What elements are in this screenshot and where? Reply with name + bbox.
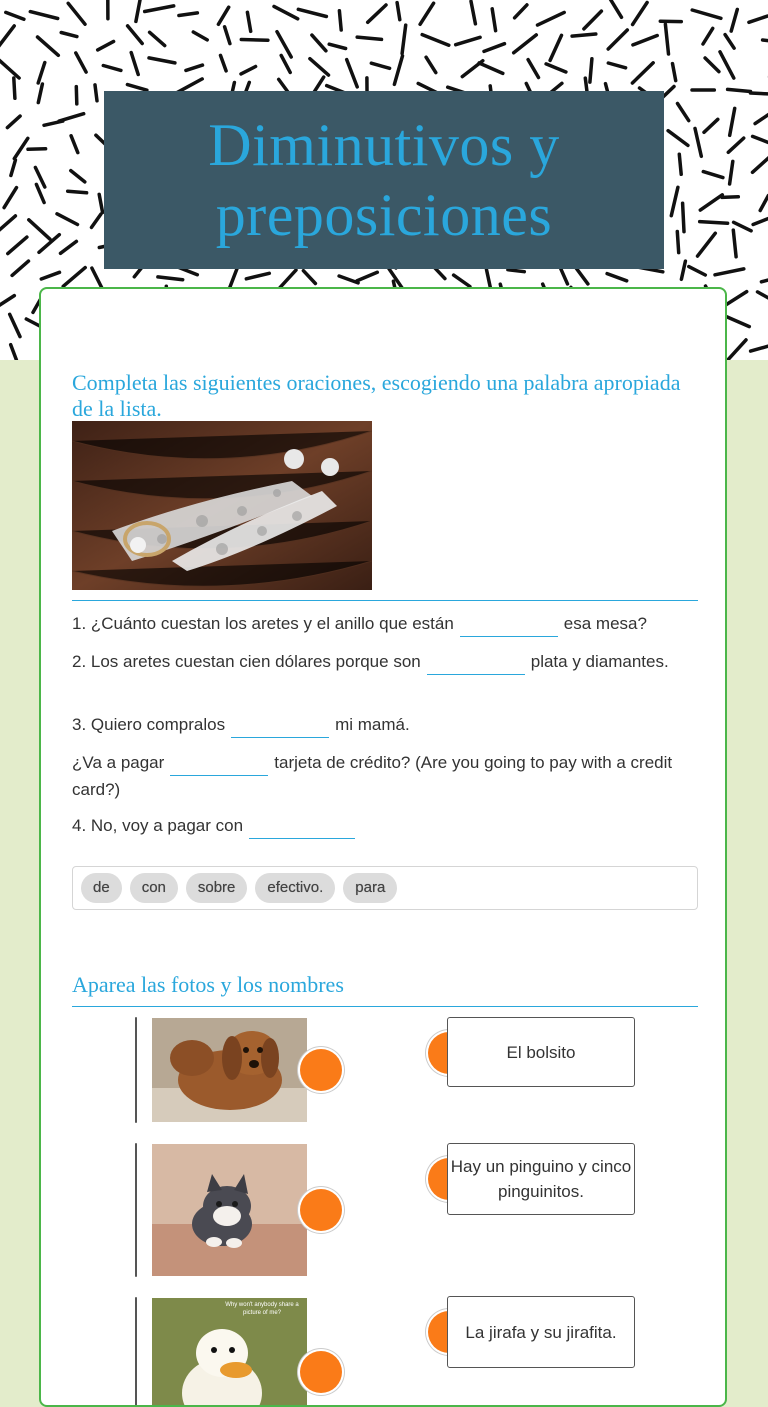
sentence-2-after: plata y diamantes. bbox=[531, 652, 669, 671]
pattern-dash bbox=[751, 343, 768, 351]
pattern-dash bbox=[63, 268, 85, 287]
blank-1[interactable] bbox=[460, 616, 558, 637]
pattern-dash bbox=[734, 222, 752, 231]
duckling-image bbox=[152, 1298, 307, 1407]
pattern-dash bbox=[753, 215, 768, 225]
pattern-dash bbox=[528, 60, 538, 78]
earrings-image bbox=[72, 421, 372, 590]
pattern-dash bbox=[607, 274, 627, 281]
pattern-dash bbox=[731, 9, 737, 31]
title-banner bbox=[104, 91, 664, 269]
match-dot-left-2[interactable] bbox=[300, 1189, 342, 1231]
pattern-dash bbox=[761, 275, 768, 282]
pattern-dash bbox=[584, 11, 602, 29]
pattern-dash bbox=[59, 114, 84, 121]
pattern-dash bbox=[357, 37, 381, 39]
pattern-dash bbox=[508, 270, 524, 272]
sentence-2-before: 2. Los aretes cuestan cien dólares porque son bbox=[72, 652, 421, 671]
pattern-dash bbox=[145, 6, 174, 12]
pattern-dash bbox=[11, 160, 16, 175]
sentence-3 bbox=[72, 711, 698, 738]
pattern-dash bbox=[700, 195, 722, 210]
pattern-dash bbox=[76, 53, 86, 72]
sentence-4 bbox=[72, 749, 698, 803]
kitten-image bbox=[152, 1144, 307, 1276]
pattern-dash bbox=[10, 314, 20, 336]
pattern-dash bbox=[679, 154, 681, 174]
match-name-1-label: El bolsito bbox=[507, 1040, 576, 1065]
sentence-3-after: mi mamá. bbox=[335, 715, 410, 734]
section2-divider bbox=[72, 1006, 698, 1007]
pattern-dash bbox=[193, 32, 207, 40]
pattern-dash bbox=[241, 40, 268, 41]
pattern-dash bbox=[760, 196, 768, 211]
pattern-dash bbox=[730, 161, 733, 184]
pattern-dash bbox=[12, 261, 28, 275]
pattern-dash bbox=[681, 261, 685, 279]
match-name-2-label: Hay un pinguino y cinco pinguinitos. bbox=[448, 1154, 634, 1204]
pattern-dash bbox=[61, 241, 77, 253]
pattern-dash bbox=[751, 93, 768, 94]
pattern-dash bbox=[733, 230, 736, 257]
section1-instruction: Completa las siguientes oraciones, escogiendo una palabra apropiada de la lista. bbox=[72, 370, 698, 422]
pattern-dash bbox=[14, 78, 15, 98]
sentence-1-before: 1. ¿Cuánto cuestan los aretes y el anillo que están bbox=[72, 614, 454, 633]
pattern-dash bbox=[30, 12, 57, 19]
pattern-dash bbox=[103, 66, 121, 71]
word-chip-efectivo[interactable]: efectivo. bbox=[255, 873, 335, 903]
pattern-dash bbox=[420, 3, 434, 24]
pattern-dash bbox=[456, 37, 480, 44]
pattern-dash bbox=[71, 136, 78, 153]
pattern-dash bbox=[698, 233, 716, 256]
pattern-dash bbox=[99, 194, 102, 212]
puppy-image bbox=[152, 1018, 307, 1122]
pattern-dash bbox=[29, 220, 50, 239]
match-picture-kitten[interactable] bbox=[135, 1143, 137, 1277]
pattern-dash bbox=[303, 271, 315, 284]
match-name-2[interactable] bbox=[447, 1143, 635, 1215]
pattern-dash bbox=[692, 10, 721, 18]
match-name-1[interactable] bbox=[447, 1017, 635, 1087]
pattern-dash bbox=[633, 3, 648, 25]
pattern-dash bbox=[6, 12, 24, 19]
pattern-dash bbox=[310, 59, 329, 75]
worksheet-card bbox=[39, 287, 727, 1407]
word-chip-para[interactable]: para bbox=[343, 873, 397, 903]
pattern-dash bbox=[728, 138, 743, 152]
pattern-dash bbox=[0, 60, 19, 78]
pattern-dash bbox=[514, 35, 537, 53]
pattern-dash bbox=[668, 131, 688, 146]
pattern-dash bbox=[422, 35, 449, 46]
sentence-5-before: 4. No, voy a pagar con bbox=[72, 816, 243, 835]
match-name-3[interactable] bbox=[447, 1296, 635, 1368]
pattern-dash bbox=[11, 345, 17, 360]
pattern-dash bbox=[71, 171, 85, 182]
pattern-dash bbox=[633, 36, 657, 45]
pattern-dash bbox=[136, 0, 140, 21]
pattern-dash bbox=[728, 89, 751, 91]
pattern-dash bbox=[357, 272, 377, 281]
pattern-dash bbox=[312, 35, 326, 51]
pattern-dash bbox=[515, 5, 527, 18]
pattern-dash bbox=[368, 5, 386, 22]
blank-3[interactable] bbox=[231, 717, 329, 738]
pattern-dash bbox=[38, 84, 42, 103]
pattern-dash bbox=[753, 136, 768, 143]
pattern-dash bbox=[397, 3, 400, 20]
sentence-4-after: tarjeta de crédito? (Are you going to pay with a credit card?) bbox=[72, 753, 672, 799]
word-bank bbox=[72, 866, 698, 910]
word-chip-con[interactable]: con bbox=[130, 873, 178, 903]
pattern-dash bbox=[68, 3, 85, 24]
pattern-dash bbox=[218, 7, 228, 24]
pattern-dash bbox=[38, 37, 59, 55]
pattern-dash bbox=[7, 116, 20, 128]
pattern-dash bbox=[703, 28, 713, 44]
pattern-dash bbox=[274, 6, 298, 18]
pattern-dash bbox=[749, 16, 768, 22]
pattern-dash bbox=[608, 63, 625, 68]
pattern-dash bbox=[715, 269, 744, 275]
pattern-dash bbox=[572, 34, 596, 36]
pattern-dash bbox=[4, 188, 16, 208]
pattern-dash bbox=[763, 40, 768, 42]
pattern-dash bbox=[695, 128, 701, 156]
pattern-dash bbox=[683, 203, 684, 232]
pattern-dash bbox=[339, 276, 358, 283]
page-title: Diminutivos y preposiciones bbox=[104, 110, 664, 250]
pattern-dash bbox=[95, 85, 97, 101]
pattern-dash bbox=[179, 13, 198, 16]
pattern-dash bbox=[241, 67, 256, 74]
pattern-dash bbox=[492, 9, 495, 31]
pattern-dash bbox=[538, 12, 565, 25]
pattern-dash bbox=[677, 232, 678, 253]
section2-instruction: Aparea las fotos y los nombres bbox=[72, 972, 698, 998]
pattern-dash bbox=[673, 64, 676, 81]
pattern-dash bbox=[131, 53, 138, 75]
pattern-dash bbox=[758, 292, 768, 306]
sentence-2 bbox=[72, 648, 698, 675]
sentence-4-before: ¿Va a pagar bbox=[72, 753, 164, 772]
pattern-dash bbox=[329, 44, 345, 48]
pattern-dash bbox=[484, 44, 505, 52]
match-dot-left-3[interactable] bbox=[300, 1351, 342, 1393]
pattern-dash bbox=[277, 32, 291, 57]
pattern-dash bbox=[76, 87, 77, 104]
pattern-dash bbox=[608, 30, 627, 49]
pattern-dash bbox=[339, 11, 341, 30]
pattern-dash bbox=[14, 138, 27, 158]
pattern-dash bbox=[221, 55, 227, 71]
pattern-dash bbox=[0, 296, 14, 306]
pattern-dash bbox=[281, 55, 290, 72]
pattern-dash bbox=[726, 340, 746, 360]
sentence-3-before: 3. Quiero compralos bbox=[72, 715, 225, 734]
pattern-dash bbox=[92, 214, 101, 227]
pattern-dash bbox=[57, 214, 78, 225]
pattern-dash bbox=[755, 109, 768, 124]
pattern-dash bbox=[426, 57, 436, 72]
pattern-dash bbox=[700, 222, 728, 224]
match-name-3-label: La jirafa y su jirafita. bbox=[465, 1320, 616, 1345]
word-chip-sobre[interactable]: sobre bbox=[186, 873, 248, 903]
pattern-dash bbox=[247, 12, 250, 31]
pattern-dash bbox=[560, 267, 568, 284]
pattern-dash bbox=[158, 277, 183, 280]
pattern-dash bbox=[394, 56, 402, 84]
pattern-dash bbox=[0, 26, 14, 47]
pattern-dash bbox=[753, 157, 768, 172]
blank-5[interactable] bbox=[249, 818, 355, 839]
pattern-dash bbox=[150, 32, 165, 45]
sentence-1-after: esa mesa? bbox=[564, 614, 647, 633]
section1-divider bbox=[72, 600, 698, 601]
pattern-dash bbox=[28, 149, 46, 150]
pattern-dash bbox=[705, 58, 719, 72]
pattern-dash bbox=[149, 58, 175, 63]
pattern-dash bbox=[98, 41, 114, 50]
pattern-dash bbox=[347, 60, 358, 87]
word-chip-de[interactable]: de bbox=[81, 873, 122, 903]
pattern-dash bbox=[246, 273, 269, 279]
pattern-dash bbox=[704, 119, 718, 132]
sentence-1 bbox=[72, 610, 698, 637]
pattern-dash bbox=[678, 104, 689, 121]
sentence-5 bbox=[72, 812, 698, 839]
pattern-dash bbox=[550, 35, 561, 60]
pattern-dash bbox=[128, 26, 143, 44]
pattern-dash bbox=[730, 108, 735, 135]
pattern-dash bbox=[726, 316, 750, 326]
pattern-dash bbox=[371, 63, 389, 68]
pattern-dash bbox=[689, 267, 706, 275]
pattern-dash bbox=[479, 63, 503, 73]
pattern-dash bbox=[546, 64, 566, 72]
blank-4[interactable] bbox=[170, 755, 268, 776]
pattern-dash bbox=[127, 85, 146, 91]
pattern-dash bbox=[471, 1, 475, 24]
pattern-dash bbox=[0, 216, 15, 232]
pattern-dash bbox=[611, 0, 622, 17]
pattern-dash bbox=[722, 197, 738, 198]
pattern-dash bbox=[590, 59, 592, 82]
pattern-dash bbox=[225, 27, 230, 44]
match-picture-duckling[interactable] bbox=[135, 1297, 137, 1407]
pattern-dash bbox=[632, 63, 653, 83]
pattern-dash bbox=[38, 63, 45, 84]
duck-meme-caption: Why won't anybody share a picture of me? bbox=[223, 1301, 301, 1317]
match-picture-puppy[interactable] bbox=[135, 1017, 137, 1123]
pattern-dash bbox=[725, 35, 734, 49]
pattern-dash bbox=[703, 172, 723, 178]
pattern-dash bbox=[186, 65, 203, 70]
pattern-dash bbox=[41, 272, 59, 279]
pattern-dash bbox=[68, 191, 87, 193]
pattern-dash bbox=[8, 237, 27, 254]
match-dot-left-1[interactable] bbox=[300, 1049, 342, 1091]
blank-2[interactable] bbox=[427, 654, 525, 675]
pattern-dash bbox=[298, 9, 326, 16]
pattern-dash bbox=[720, 52, 734, 78]
pattern-dash bbox=[402, 25, 406, 53]
pattern-dash bbox=[665, 24, 668, 54]
pattern-dash bbox=[454, 275, 470, 286]
pattern-dash bbox=[61, 33, 77, 37]
pattern-dash bbox=[671, 187, 678, 215]
